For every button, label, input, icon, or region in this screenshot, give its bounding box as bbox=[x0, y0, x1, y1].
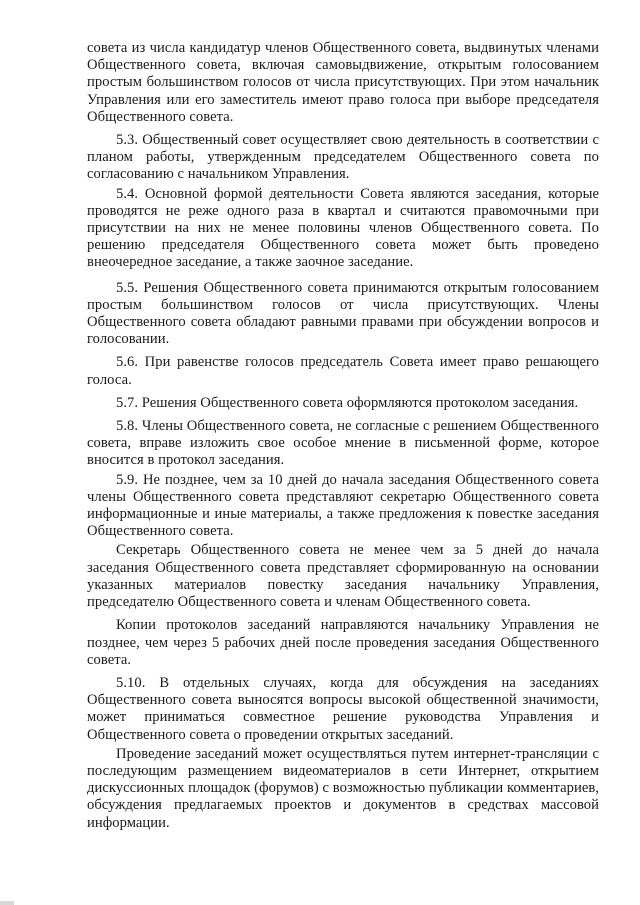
paragraph-continuation: совета из числа кандидатур членов Общественного совета, выдвинутых членами Общественного совета, включая самовыдвижение, открытым голосованием простым большинством голосов от числа присутствующих. При этом начальник Управления или его заместитель имеют право голоса при выборе председателя Общественного совета. bbox=[87, 40, 599, 125]
paragraph-5-9: 5.9. Не позднее, чем за 10 дней до начала заседания Общественного совета члены Общественного совета представляют секретарю Общественного совета информационные и иные материалы, а также предложения к повестке заседания Общественного совета. bbox=[87, 471, 599, 540]
paragraph-5-7: 5.7. Решения Общественного совета оформляются протоколом заседания. bbox=[116, 394, 579, 411]
paragraph-protocol-copies: Копии протоколов заседаний направляются начальнику Управления не позднее, чем через 5 рабочих дней после проведения заседания Общественного совета. bbox=[87, 617, 599, 668]
paragraph-5-4: 5.4. Основной формой деятельности Совета являются заседания, которые проводятся не реже одного раза в квартал и считаются правомочными при присутствии на них не менее половины членов Общественного совета. По решению председателя Общественного совета может быть проведено внеочередное заседание, а также заочное заседание. bbox=[87, 185, 599, 271]
paragraph-5-3: 5.3. Общественный совет осуществляет свою деятельность в соответствии с планом работы, утвержденным председателем Общественного совета по согласованию с начальником Управления. bbox=[87, 132, 599, 183]
paragraph-5-8: 5.8. Члены Общественного совета, не согласные с решением Общественного совета, вправе изложить свое особое мнение в письменной форме, которое вносится в протокол заседания. bbox=[87, 418, 599, 469]
paragraph-internet-broadcast: Проведение заседаний может осуществляться путем интернет-трансляции с последующим размещением видеоматериалов в сети Интернет, открытием дискуссионных площадок (форумов) с возможностью публикации комментариев, обсуждения предлагаемых проектов и документов в средствах массовой информации. bbox=[87, 745, 599, 831]
document-body bbox=[87, 40, 599, 832]
scan-edge-mark bbox=[0, 901, 14, 905]
paragraph-secretary: Секретарь Общественного совета не менее чем за 5 дней до начала заседания Общественного совета представляет сформированную на основании указанных материалов повестку заседания начальнику Управления, председателю Общественного совета и членам Общественного совета. bbox=[87, 542, 599, 611]
paragraph-5-5: 5.5. Решения Общественного совета принимаются открытым голосованием простым большинством голосов от числа присутствующих. Члены Общественного совета обладают равными правами при обсуждении вопросов и голосовании. bbox=[87, 279, 599, 348]
paragraph-5-10: 5.10. В отдельных случаях, когда для обсуждения на заседаниях Общественного совета выносятся вопросы высокой общественной значимости, может приниматься совместное решение руководства Управления и Общественного совета о проведении открытых заседаний. bbox=[87, 674, 599, 743]
paragraph-5-6: 5.6. При равенстве голосов председатель Совета имеет право решающего голоса. bbox=[87, 354, 599, 388]
